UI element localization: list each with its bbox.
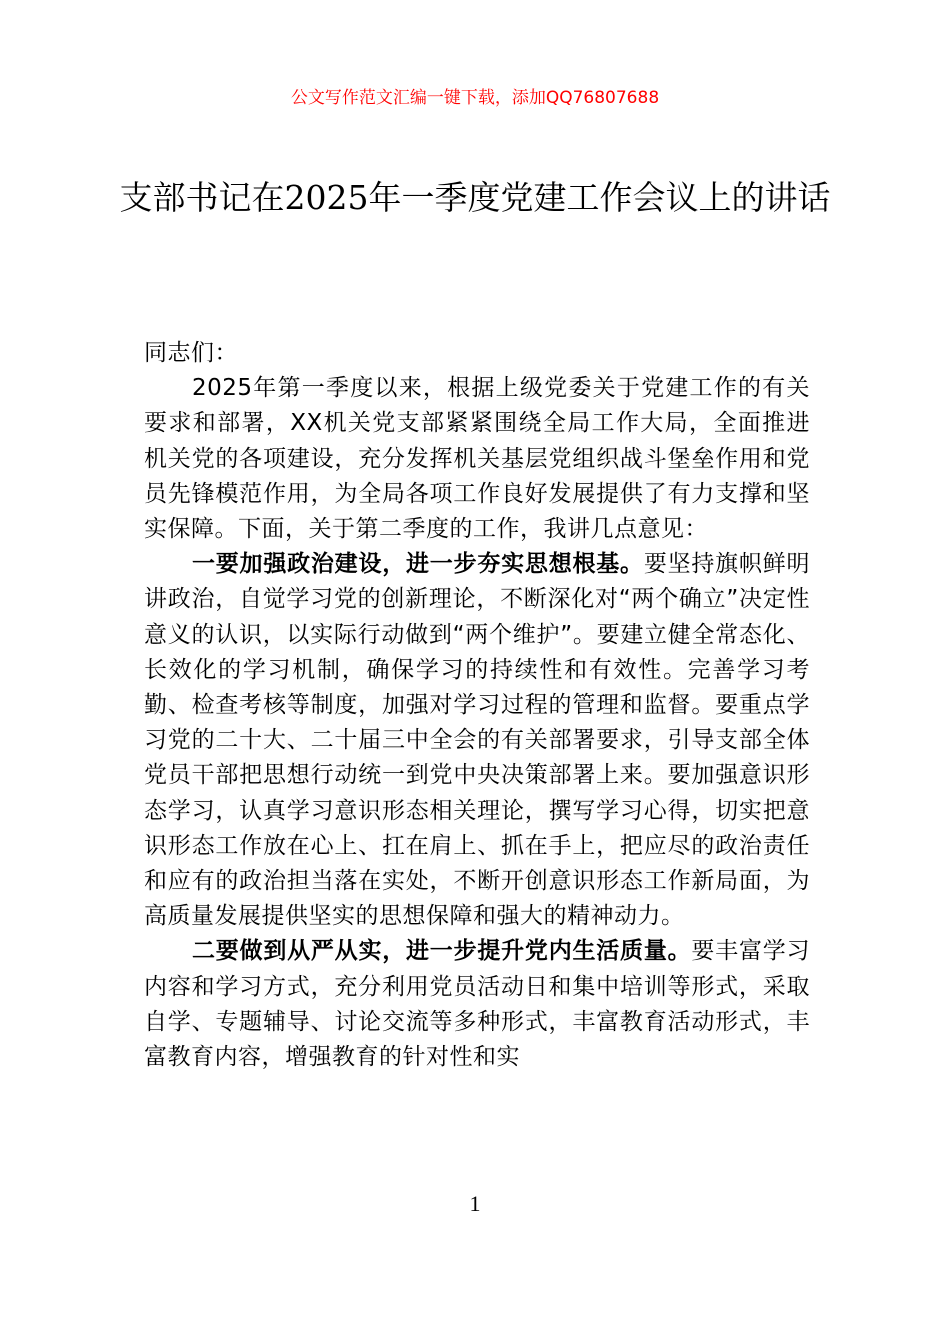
page-number: 1 [469, 1191, 481, 1216]
paragraph-lead: 二要做到从严从实，进一步提升党内生活质量。 [192, 938, 692, 965]
paragraph-text: 2025年第一季度以来，根据上级党委关于党建工作的有关要求和部署，XX机关党支部紧紧围绕全局工作大局，全面推进机关党的各项建设，充分发挥机关基层党组织战斗堡垒作用和党员先锋模范作用，为全局各项工作良好发展提供了有力支撑和坚实保障。下面，关于第二季度的工作，我讲几点意见： [144, 375, 810, 543]
paragraph-text: 要丰富学习内容和学习方式，充分利用党员活动日和集中培训等形式，采取自学、专题辅导、讨论交流等多种形式，丰富教育活动形式，丰富教育内容，增强教育的针对性和实 [144, 938, 811, 1071]
download-promo-note: 公文写作范文汇编一键下载，添加QQ76807688 [290, 88, 660, 108]
paragraph-political-building [144, 547, 810, 934]
paragraph-intro [144, 371, 810, 547]
salutation: 同志们： [144, 340, 238, 366]
paragraph-text: 要坚持旗帜鲜明讲政治，自觉学习党的创新理论，不断深化对“两个确立”决定性意义的认识，以实际行动做到“两个维护”。要建立健全常态化、长效化的学习机制，确保学习的持续性和有效性。完善学习考勤、检查考核等制度，加强对学习过程的管理和监督。要重点学习党的二十大、二十届三中全会的有关部署要求，引导支部全体党员干部把思想行动统一到党中央决策部署上来。要加强意识形态学习，认真学习意识形态相关理论，撰写学习心得，切实把意识形态工作放在心上、扛在肩上、抓在手上，把应尽的政治责任和应有的政治担当落在实处，不断开创意识形态工作新局面，为高质量发展提供坚实的思想保障和强大的精神动力。 [144, 551, 811, 930]
document-title: 支部书记在2025年一季度党建工作会议上的讲话 [119, 178, 831, 217]
paragraph-party-life [144, 934, 810, 1075]
document-body [144, 336, 810, 1075]
paragraph-lead: 一要加强政治建设，进一步夯实思想根基。 [192, 551, 644, 578]
